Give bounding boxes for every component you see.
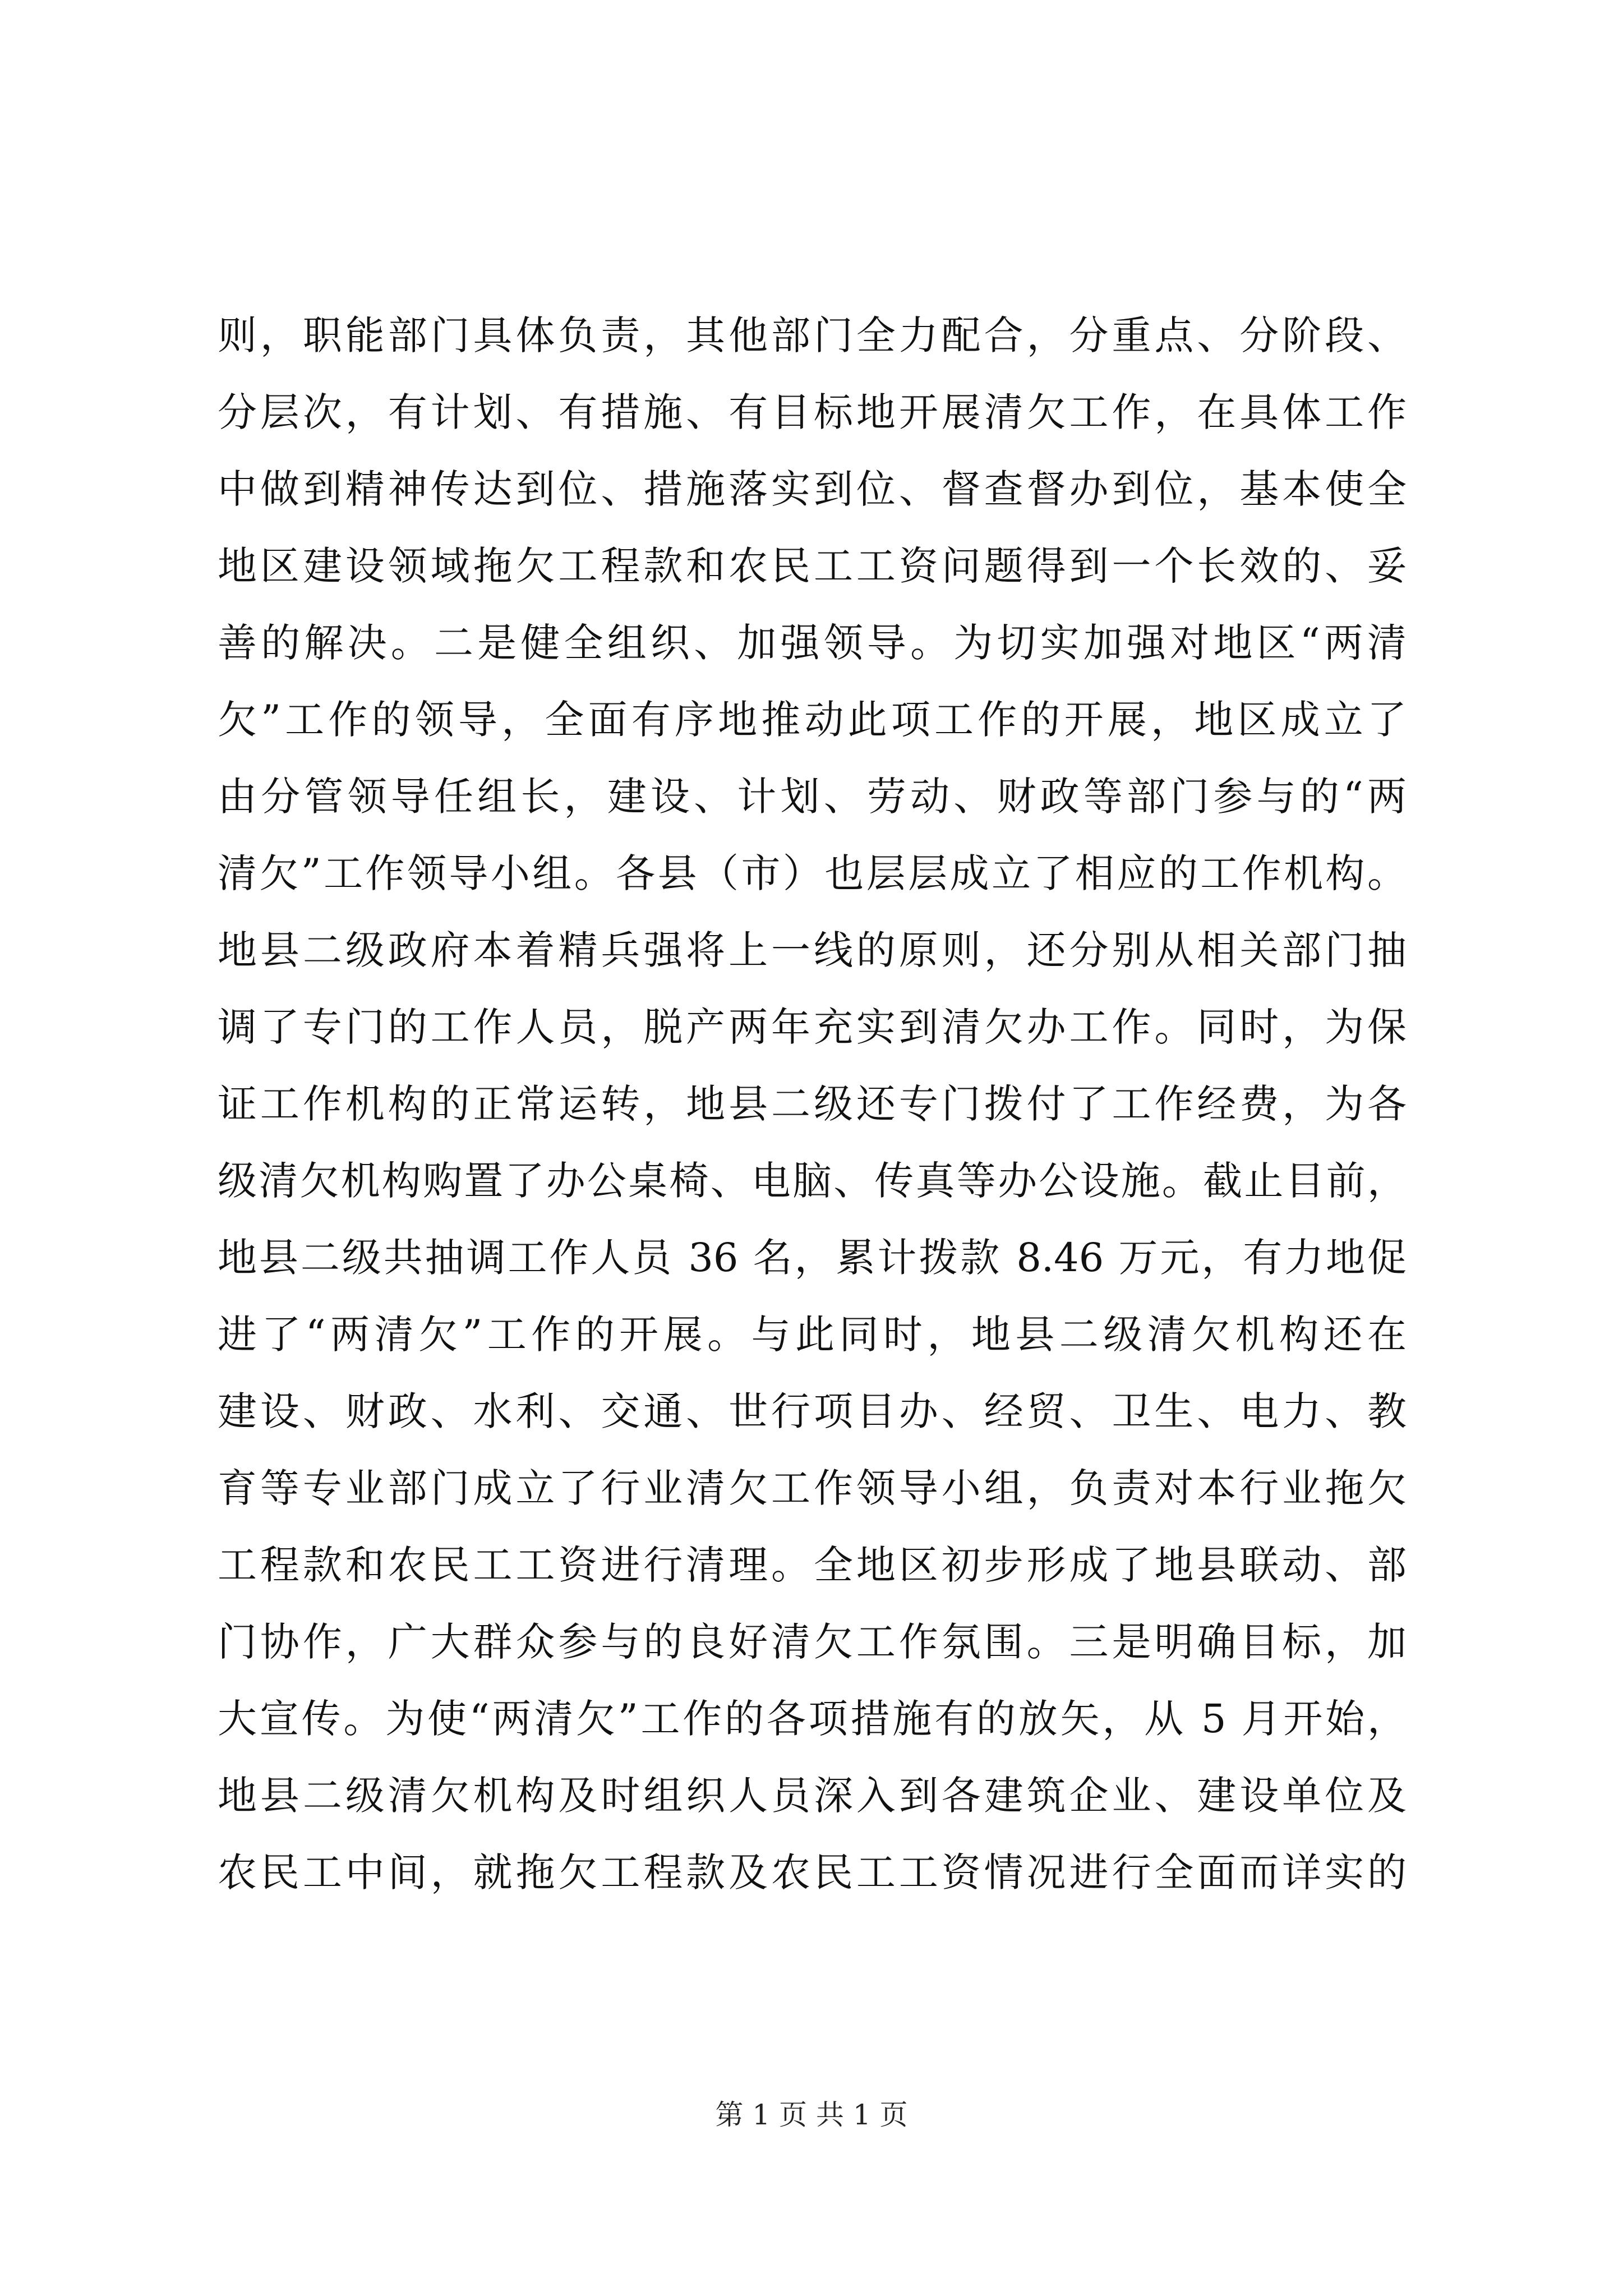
text-line: 清欠”工作领导小组。各县（市）也层层成立了相应的工作机构。 xyxy=(218,850,1407,896)
text-line: 由分管领导任组长，建设、计划、劳动、财政等部门参与的“两 xyxy=(218,774,1407,820)
text-line: 地县二级共抽调工作人员 36 名，累计拨款 8.46 万元，有力地促 xyxy=(218,1235,1407,1281)
page-number-label: 第 1 页 共 1 页 xyxy=(715,2099,908,2131)
text-line: 则，职能部门具体负责，其他部门全力配合，分重点、分阶段、 xyxy=(218,312,1407,358)
text-line: 工程款和农民工工资进行清理。全地区初步形成了地县联动、部 xyxy=(218,1542,1407,1588)
text-line: 善的解决。二是健全组织、加强领导。为切实加强对地区“两清 xyxy=(218,620,1407,666)
text-line: 门协作，广大群众参与的良好清欠工作氛围。三是明确目标，加 xyxy=(218,1619,1407,1665)
text-line: 农民工中间，就拖欠工程款及农民工工资情况进行全面而详实的 xyxy=(218,1849,1407,1895)
text-line: 地县二级清欠机构及时组织人员深入到各建筑企业、建设单位及 xyxy=(218,1773,1407,1819)
text-line: 中做到精神传达到位、措施落实到位、督查督办到位，基本使全 xyxy=(218,466,1407,512)
page-footer xyxy=(0,2095,1623,2134)
text-line: 大宣传。为使“两清欠”工作的各项措施有的放矢，从 5 月开始， xyxy=(218,1696,1407,1742)
text-line: 调了专门的工作人员，脱产两年充实到清欠办工作。同时，为保 xyxy=(218,1004,1407,1050)
text-line: 进了“两清欠”工作的开展。与此同时，地县二级清欠机构还在 xyxy=(218,1312,1407,1358)
text-line: 分层次，有计划、有措施、有目标地开展清欠工作，在具体工作 xyxy=(218,389,1407,435)
text-line: 级清欠机构购置了办公桌椅、电脑、传真等办公设施。截止目前， xyxy=(218,1158,1407,1204)
text-line: 育等专业部门成立了行业清欠工作领导小组，负责对本行业拖欠 xyxy=(218,1465,1407,1511)
text-line: 建设、财政、水利、交通、世行项目办、经贸、卫生、电力、教 xyxy=(218,1388,1407,1434)
text-line: 地区建设领域拖欠工程款和农民工工资问题得到一个长效的、妥 xyxy=(218,543,1407,589)
body-text xyxy=(218,297,1407,1911)
text-line: 证工作机构的正常运转，地县二级还专门拨付了工作经费，为各 xyxy=(218,1081,1407,1127)
text-line: 欠”工作的领导，全面有序地推动此项工作的开展，地区成立了 xyxy=(218,697,1407,743)
text-line: 地县二级政府本着精兵强将上一线的原则，还分别从相关部门抽 xyxy=(218,927,1407,973)
